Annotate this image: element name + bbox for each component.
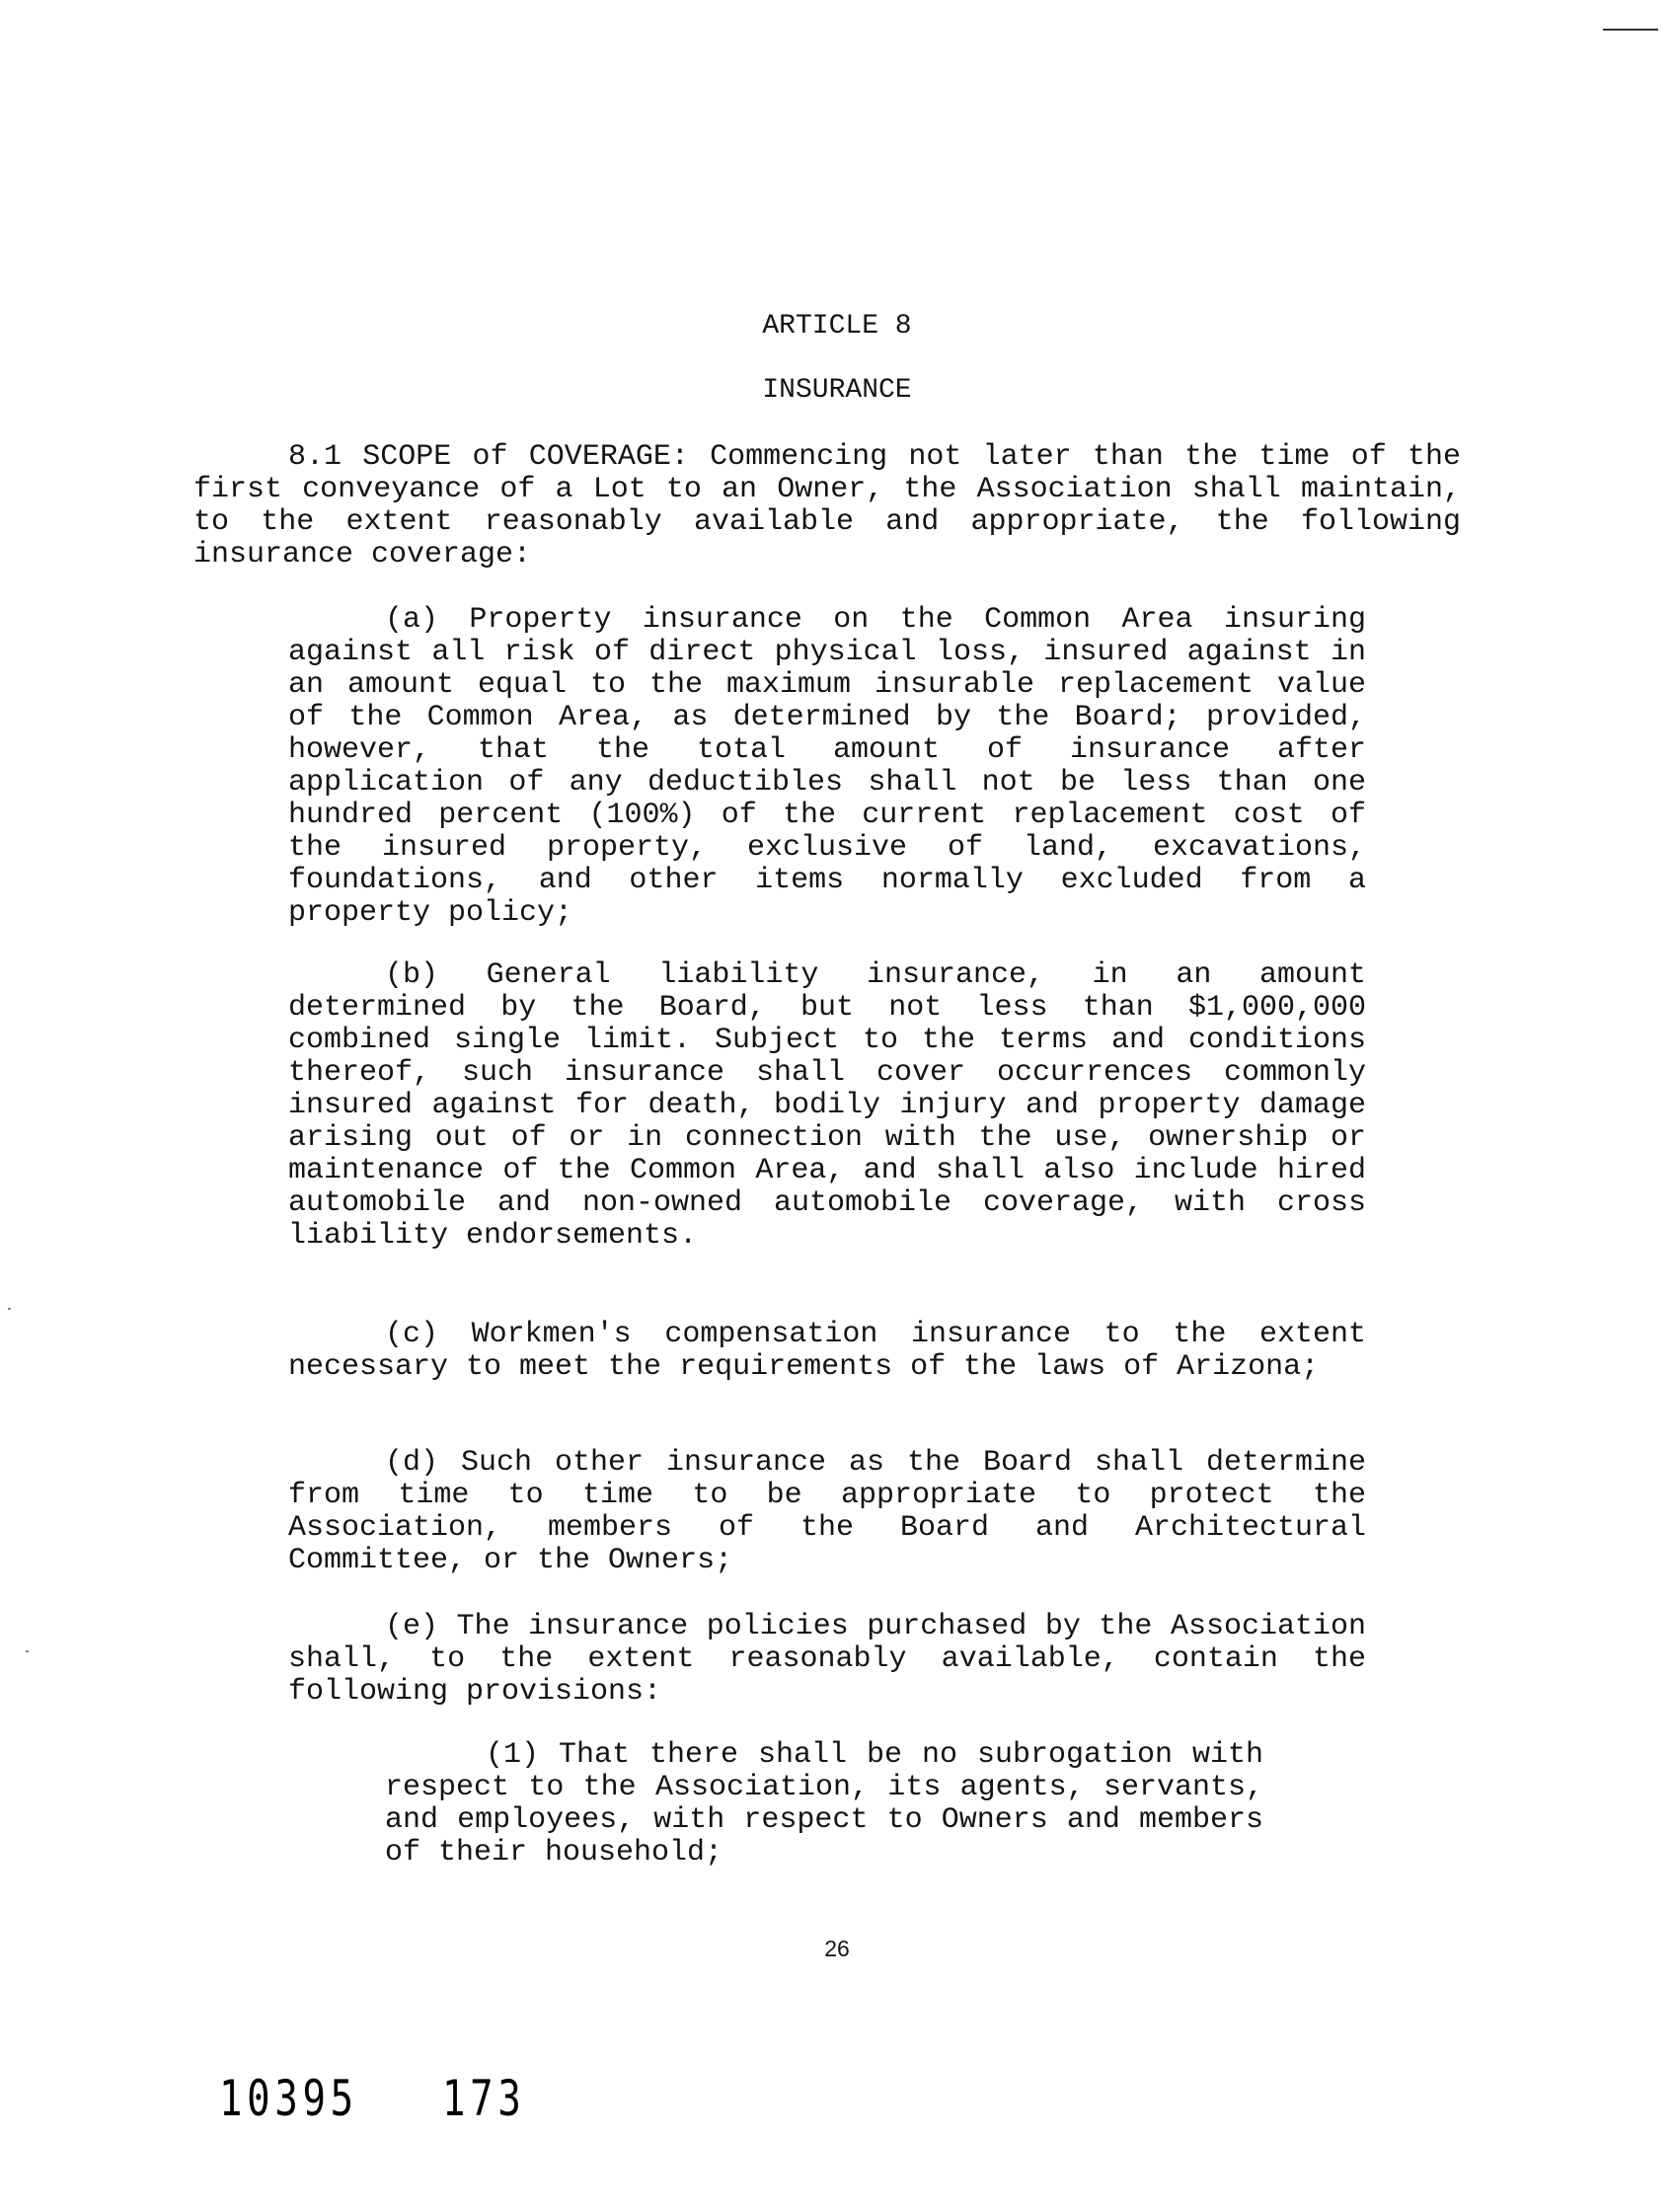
scan-speck — [8, 1308, 11, 1310]
corner-mark — [1603, 29, 1658, 31]
page-number: 26 — [824, 1936, 850, 1961]
scan-speck — [26, 1650, 29, 1652]
article-heading: ARTICLE 8 — [762, 311, 912, 342]
item-b: (b) General liability insurance, in an amount determined by the Board, but not less than $1,000,000 combined single limit. Subject to the terms and conditions thereof, such insurance shall cover occurrences commonly insured against for death, bodily injury and property damage arising out of or in connection with the use, ownership or maintenance of the Common Area, and shall also include hired automobile and non-owned automobile coverage, with cross liability endorsements. — [288, 958, 1366, 1253]
recording-book-number: 10395 — [219, 2070, 358, 2127]
item-a: (a) Property insurance on the Common Area insuring against all risk of direct physical loss, insured against in an amount equal to the maximum insurable replacement value of the Common Area, as determined by the Board; provided, however, that the total amount of insurance after application of any deductibles shall not be less than one hundred percent (100%) of the current replacement cost of the insured property, exclusive of land, excavations, foundations, and other items normally excluded from a property policy; — [288, 603, 1366, 930]
section-8-1: 8.1 SCOPE of COVERAGE: Commencing not later than the time of the first conveyance of a Lot to an Owner, the Association shall maintain, to the extent reasonably available and appropriate, the following insurance coverage: — [193, 440, 1461, 572]
item-d: (d) Such other insurance as the Board shall determine from time to time to be appropriate to protect the Association, members of the Board and Architectural Committee, or the Owners; — [288, 1446, 1366, 1577]
recording-page-number: 173 — [442, 2070, 526, 2127]
item-e-1: (1) That there shall be no subrogation with respect to the Association, its agents, servants, and employees, with respect to Owners and members of their household; — [385, 1738, 1263, 1869]
article-title: INSURANCE — [762, 375, 912, 406]
item-e: (e) The insurance policies purchased by the Association shall, to the extent reasonably available, contain the following provisions: — [288, 1610, 1366, 1709]
item-c: (c) Workmen's compensation insurance to the extent necessary to meet the requirements of the laws of Arizona; — [288, 1318, 1366, 1384]
